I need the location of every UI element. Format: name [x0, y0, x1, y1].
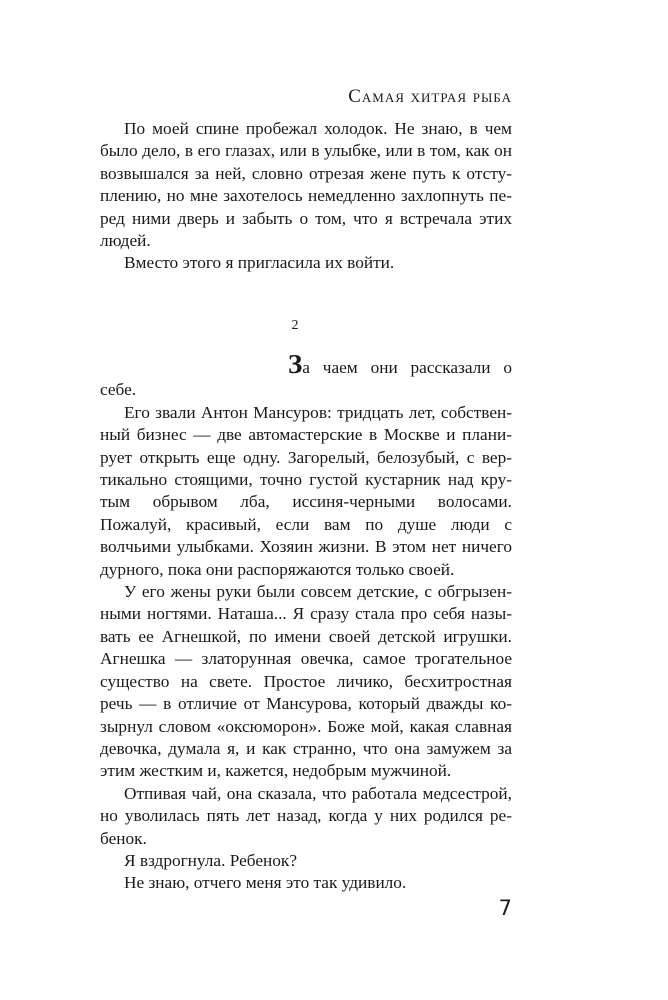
paragraph-first-text: а чаем они рассказали о себе. [100, 358, 512, 400]
paragraph: Его звали Антон Мансуров: тридцать лет, собственный бизнес — две автомастерские в Москве и планирует открыть еще одну. Загорелый, белозубый, с вертикально стоящими, точно густой кустарник над крутым обрывом лба, иссиня-черными волосами. Пожалуй, красивый, если вам по душе люди с волчьими улыбками. Хозяин жизни. В этом нет ничего дурного, пока они распоряжаются только своей. [100, 402, 512, 579]
drop-cap: З [288, 349, 303, 379]
paragraph: У его жены руки были совсем детские, с обгрызенными ногтями. Наташа... Я сразу стала про себя называть ее Агнешкой, по имени своей детской игрушки. Агнешка — златорунная овечка, самое трогательное существо на свете. Простое личико, бесхитростная речь — в отличие от Мансурова, который дважды козырнул словом «оксюморон». Боже мой, какая славная девочка, думала я, и как странно, что она замужем за этим жестким и, кажется, недобрым мужчиной. [100, 582, 512, 781]
paragraph: По моей спине пробежал холодок. Не знаю, в чем было дело, в его глазах, или в улыбке, или в том, как он возвышался за ней, словно отрезая жене путь к отступлению, но мне захотелось немедленно захлопнуть перед ними дверь и забыть о том, что я встречала этих людей. [100, 119, 512, 251]
page-number: 7 [498, 896, 512, 920]
paragraph-first [100, 349, 512, 402]
paragraph: Отпивая чай, она сказала, что работала медсестрой, но уволилась пять лет назад, когда у них родился ребенок. [100, 783, 512, 848]
text-block-intro [100, 118, 512, 275]
running-head: Самая хитрая рыба [348, 86, 512, 107]
paragraph: Не знаю, отчего меня это так удивило. [124, 873, 407, 893]
text-block-chapter [100, 349, 512, 895]
paragraph: Вместо этого я пригласила их войти. [124, 253, 395, 273]
paragraph: Я вздрогнула. Ребенок? [124, 850, 297, 870]
chapter-number: 2 [291, 318, 299, 333]
